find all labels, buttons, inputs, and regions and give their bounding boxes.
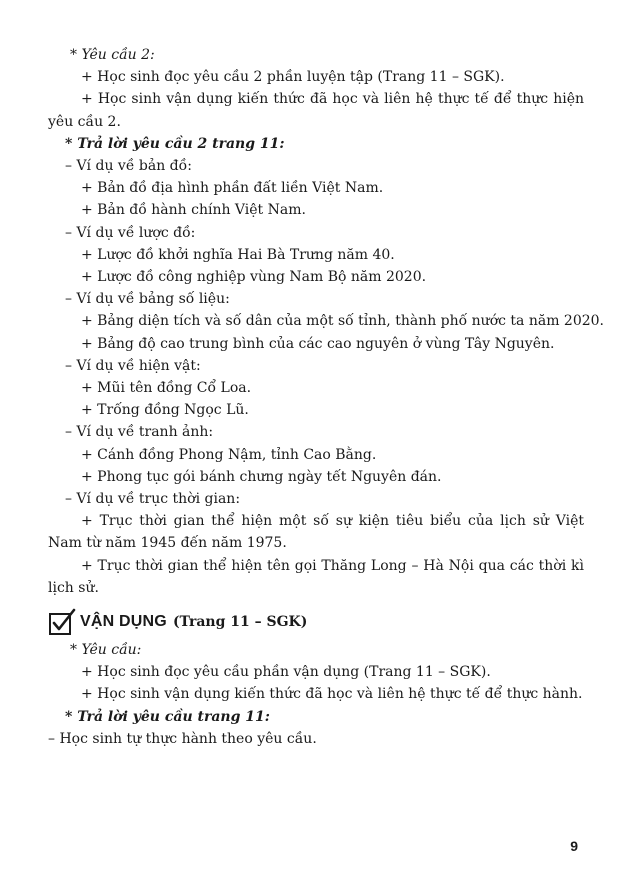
example-item: + Bảng diện tích và số dân của một số tỉnh, thành phố nước ta năm 2020.: [81, 313, 605, 330]
example-item: + Trục thời gian thể hiện tên gọi Thăng Long – Hà Nội qua các thời kì lịch sử.: [48, 557, 584, 596]
answer-2-heading: * Trả lời yêu cầu 2 trang 11:: [65, 135, 285, 152]
section-heading-van-dung: [48, 607, 584, 637]
page-number: 9: [570, 838, 578, 854]
requirement-2-heading: * Yêu cầu 2:: [70, 47, 155, 63]
requirement-2-item: + Học sinh vận dụng kiến thức đã học và liên hệ thực tế để thực hiện yêu cầu 2.: [48, 91, 584, 130]
requirement-item: + Học sinh đọc yêu cầu phần vận dụng (Trang 11 – SGK).: [81, 664, 491, 681]
example-item: + Bản đồ địa hình phần đất liền Việt Nam.: [81, 180, 384, 197]
requirement-item: + Học sinh vận dụng kiến thức đã học và liên hệ thực tế để thực hành.: [81, 686, 583, 703]
section-title: VẬN DỤNG: [80, 613, 167, 631]
example-item: + Lược đồ khởi nghĩa Hai Bà Trưng năm 40.: [81, 246, 395, 263]
example-item: + Mũi tên đồng Cổ Loa.: [81, 380, 252, 397]
page-content: [48, 44, 605, 750]
example-item: + Trục thời gian thể hiện một số sự kiện tiêu biểu của lịch sử Việt Nam từ năm 1945 đến năm 1975.: [48, 513, 584, 552]
answer-heading: * Trả lời yêu cầu trang 11:: [65, 708, 270, 725]
example-item: + Lược đồ công nghiệp vùng Nam Bộ năm 2020.: [81, 269, 427, 286]
example-group-title-picture: – Ví dụ về tranh ảnh:: [65, 424, 214, 441]
example-group-title-map: – Ví dụ về bản đồ:: [65, 158, 192, 175]
section-subtitle: (Trang 11 – SGK): [172, 614, 308, 631]
example-item: + Cánh đồng Phong Nậm, tỉnh Cao Bằng.: [81, 446, 377, 463]
example-item: + Bản đồ hành chính Việt Nam.: [81, 202, 306, 219]
example-item: + Trống đồng Ngọc Lũ.: [81, 402, 249, 419]
example-group-title-timeline: – Ví dụ về trục thời gian:: [65, 491, 241, 508]
checkbox-check-icon: [48, 608, 76, 636]
example-item: + Phong tục gói bánh chưng ngày tết Nguyên đán.: [81, 468, 442, 485]
requirement-2-item: + Học sinh đọc yêu cầu 2 phần luyện tập (Trang 11 – SGK).: [81, 69, 505, 86]
example-group-title-artifact: – Ví dụ về hiện vật:: [65, 357, 201, 374]
example-group-title-sketch-map: – Ví dụ về lược đồ:: [65, 224, 196, 241]
requirement-heading: * Yêu cầu:: [70, 642, 142, 659]
example-group-title-data-table: – Ví dụ về bảng số liệu:: [65, 291, 230, 308]
answer-text: – Học sinh tự thực hành theo yêu cầu.: [48, 730, 317, 747]
example-item: + Bảng độ cao trung bình của các cao nguyên ở vùng Tây Nguyên.: [81, 335, 555, 352]
